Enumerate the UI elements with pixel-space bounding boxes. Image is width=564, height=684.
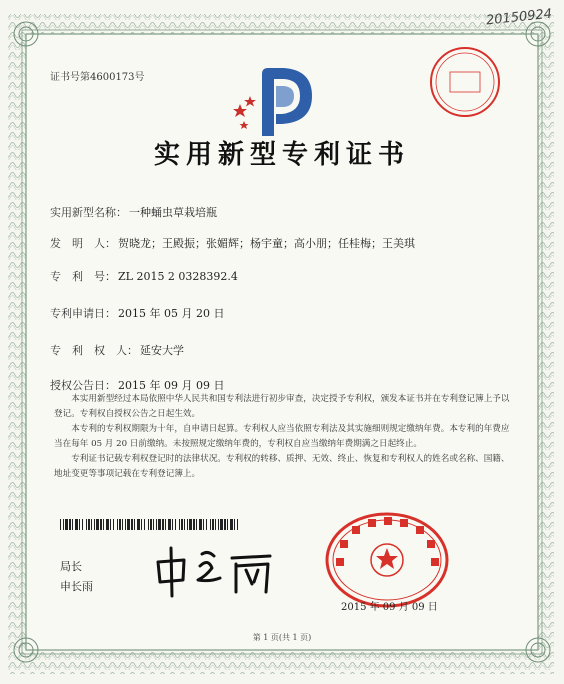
barcode-bar <box>234 519 235 530</box>
patent-office-logo <box>232 66 322 138</box>
national-seal <box>322 510 452 610</box>
certificate-number-label: 证书号第 <box>50 72 90 83</box>
barcode-bar <box>110 519 111 530</box>
signatory-title: 局长 <box>60 560 82 573</box>
barcode-bar <box>206 519 207 530</box>
signatory <box>60 557 93 597</box>
barcode-bar <box>137 519 140 530</box>
patentee-row <box>50 342 184 358</box>
barcode-bar <box>165 519 166 530</box>
barcode-bar <box>127 519 130 530</box>
patent-number-row <box>50 268 238 284</box>
barcode-bar <box>119 519 121 530</box>
filing-date-label: 专利申请日： <box>50 307 116 320</box>
patentee-label: 专 利 权 人： <box>50 344 138 357</box>
barcode-bar <box>117 519 118 530</box>
patent-number-label: 专 利 号： <box>50 270 116 283</box>
barcode-bar <box>237 519 238 530</box>
barcode-bar <box>122 519 123 530</box>
inventor-label: 发 明 人： <box>50 237 116 250</box>
top-seal-stamp <box>420 42 510 122</box>
barcode-bar <box>96 519 99 530</box>
barcode-bar <box>65 519 68 530</box>
handwritten-signature <box>150 540 280 600</box>
body-paragraph: 本专利的专利权期限为十年，自申请日起算。专利权人应当依照专利法及其实施细则规定缴纳年费。本专利的年费应当在每年 05 月 20 日前缴纳。未按照规定缴纳年费的，专利权自应当缴纳年费期满之日起终止。 <box>54 424 510 449</box>
barcode-bar <box>82 519 83 530</box>
signatory-name: 申长雨 <box>60 580 93 593</box>
certificate-number-value: 4600173 <box>90 72 135 83</box>
barcode-bar <box>181 519 183 530</box>
barcode-bar <box>215 519 216 530</box>
filing-date-value: 2015 年 05 月 20 日 <box>118 307 225 320</box>
barcode-bar <box>125 519 126 530</box>
barcode-bar <box>203 519 204 530</box>
seal-date: 2015 年 09 月 09 日 <box>341 602 438 613</box>
announce-date-value: 2015 年 09 月 09 日 <box>118 379 225 392</box>
barcode-bar <box>220 519 223 530</box>
barcode <box>60 519 240 530</box>
body-paragraph: 本实用新型经过本局依照中华人民共和国专利法进行初步审查，决定授予专利权，颁发本证书并在专利登记簿上予以登记。专利权自授权公告之日起生效。 <box>54 394 510 419</box>
barcode-bar <box>94 519 95 530</box>
certificate-number <box>50 68 145 83</box>
barcode-bar <box>172 519 173 530</box>
barcode-bar <box>150 519 152 530</box>
barcode-bar <box>75 519 78 530</box>
barcode-bar <box>88 519 90 530</box>
barcode-bar <box>224 519 226 530</box>
utility-name-label: 实用新型名称： <box>50 206 127 219</box>
certificate-number-suffix: 号 <box>134 72 145 83</box>
barcode-bar <box>156 519 157 530</box>
barcode-bar <box>210 519 211 530</box>
barcode-bar <box>79 519 80 530</box>
barcode-bar <box>193 519 195 530</box>
barcode-bar <box>86 519 87 530</box>
barcode-bar <box>218 519 219 530</box>
barcode-bar <box>196 519 197 530</box>
barcode-bar <box>144 519 145 530</box>
page-number: 第 1 页(共 1 页) <box>252 633 312 642</box>
barcode-bar <box>153 519 154 530</box>
barcode-bar <box>141 519 142 530</box>
patent-number-value: ZL 2015 2 0328392.4 <box>118 270 238 283</box>
barcode-bar <box>131 519 133 530</box>
barcode-bar <box>91 519 92 530</box>
barcode-bar <box>184 519 185 530</box>
handwritten-note: 20150924 <box>485 6 553 29</box>
barcode-bar <box>158 519 161 530</box>
inventor-row <box>50 235 415 251</box>
barcode-bar <box>168 519 171 530</box>
barcode-bar <box>187 519 188 530</box>
barcode-bar <box>189 519 192 530</box>
barcode-bar <box>227 519 228 530</box>
barcode-bar <box>230 519 233 530</box>
barcode-bar <box>162 519 164 530</box>
barcode-bar <box>69 519 71 530</box>
certificate-body <box>54 392 514 482</box>
barcode-bar <box>72 519 73 530</box>
barcode-bar <box>103 519 104 530</box>
patentee-value: 延安大学 <box>140 344 184 357</box>
announce-date-row <box>50 377 224 393</box>
inventor-value: 贺晓龙；王殿振；张媚辉；杨宇童；高小朋；任桂梅；王美琪 <box>118 237 415 250</box>
barcode-bar <box>175 519 176 530</box>
barcode-bar <box>134 519 135 530</box>
filing-date-row <box>50 305 224 321</box>
announce-date-label: 授权公告日： <box>50 379 116 392</box>
barcode-bar <box>100 519 102 530</box>
barcode-bar <box>148 519 149 530</box>
barcode-bar <box>113 519 114 530</box>
barcode-bar <box>179 519 180 530</box>
barcode-bar <box>63 519 64 530</box>
certificate-title: 实用新型专利证书 <box>153 140 410 170</box>
body-paragraph: 专利证书记载专利权登记时的法律状况。专利权的转移、质押、无效、终止、恢复和专利权人的姓名或名称、国籍、地址变更等事项记载在专利登记簿上。 <box>54 454 510 479</box>
barcode-bar <box>199 519 202 530</box>
barcode-bar <box>106 519 109 530</box>
utility-name-value: 一种蛹虫草栽培瓶 <box>129 206 217 219</box>
utility-name-row <box>50 204 217 220</box>
barcode-bar <box>60 519 61 530</box>
barcode-bar <box>212 519 214 530</box>
